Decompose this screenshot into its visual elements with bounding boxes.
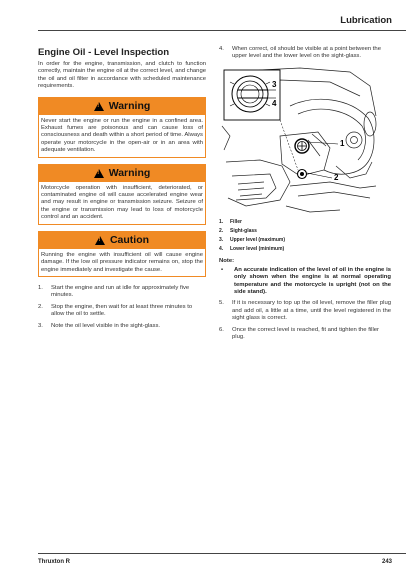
filler-plug-icon <box>295 139 309 153</box>
legend-label: Filler <box>230 218 242 225</box>
caution-header <box>39 232 205 249</box>
caution-label: Caution <box>109 234 150 247</box>
caution-text: Running the engine with insufficient oil will cause engine damage. If the low oil pressure indicator remains on, stop the engine immediately and investigate the cause. <box>41 251 203 273</box>
intro-paragraph: In order for the engine, transmission, and clutch to function correctly, maintain the engine oil at the correct level, and change the oil and oil filter in accordance with scheduled maintenance requirements. <box>38 61 206 90</box>
legend-label: Upper level (maximum) <box>230 236 286 243</box>
right-column <box>219 46 391 345</box>
note-text: An accurate indication of the level of oil in the engine is only shown when the engine is at normal operating temperature and the motorcycle is upright (not on the side stand). <box>234 266 391 296</box>
bullet-marker: • <box>221 266 224 273</box>
warning-label-2: Warning <box>108 167 151 180</box>
callout-number: 3 <box>272 79 277 89</box>
footer-divider <box>38 553 406 554</box>
step-number: 1. <box>38 284 43 291</box>
page-number: 243 <box>381 559 392 565</box>
legend-number: 4. <box>219 245 224 252</box>
step-text: If it is necessary to top up the oil level, remove the filler plug and add oil, a little at a time, until the level registered in the sight glass is correct. <box>232 300 391 322</box>
step-text: Note the oil level visible in the sight-glass. <box>51 322 161 329</box>
legend-number: 3. <box>219 236 224 243</box>
legend-number: 1. <box>219 218 224 225</box>
footer-model: Thruxton R <box>38 559 70 565</box>
list-item <box>219 246 391 252</box>
warning-label-1: Warning <box>108 100 151 113</box>
list-item <box>38 304 206 319</box>
legend-number: 2. <box>219 227 224 234</box>
warning-text-2: Motorcycle operation with insufficient, deteriorated, or contaminated engine oil will cause accelerated engine wear and may result in engine or transmission seizure. Seizure of the engine or transmission may lead to loss of motorcycle control and an accident. <box>41 184 203 221</box>
legend-label: Sight-glass <box>230 227 257 234</box>
list-item <box>219 228 391 234</box>
left-column <box>38 47 206 334</box>
step-number: 5. <box>219 300 224 307</box>
chapter-title: Lubrication <box>340 15 392 26</box>
warning-box-2 <box>38 164 206 225</box>
warning-triangle-icon: ! <box>94 102 104 111</box>
step-number: 4. <box>219 46 224 52</box>
note-heading: Note: <box>219 257 235 264</box>
warning-text-1: Never start the engine or run the engine in a confined area. Exhaust fumes are poisonous and can cause loss of consciousness and death within a short period of time. Always operate your motorcycle in the open-air or in an area with adequate ventilation. <box>41 117 203 154</box>
warning-header-2 <box>39 165 205 182</box>
callout-number: 1 <box>340 138 345 148</box>
list-item <box>219 327 391 342</box>
legend-label: Lower level (minimum) <box>230 245 285 252</box>
step-text: When correct, oil should be visible at a point between the upper level and the lower level on the sight-glass. <box>232 46 381 60</box>
caution-box <box>38 231 206 277</box>
warning-triangle-icon: ! <box>94 169 104 178</box>
warning-header-1 <box>39 98 205 115</box>
list-item <box>219 219 391 225</box>
step-number: 3. <box>38 322 43 329</box>
sight-glass-small-icon <box>298 169 307 178</box>
list-item <box>219 46 391 61</box>
callout-number: 2 <box>334 172 339 182</box>
section-title: Engine Oil - Level Inspection <box>38 47 170 58</box>
warning-box-1 <box>38 97 206 158</box>
step-number: 6. <box>219 326 224 333</box>
figure-legend <box>219 219 391 252</box>
list-item <box>219 300 391 322</box>
callout-number: 4 <box>272 98 277 108</box>
list-item <box>38 323 206 330</box>
note-bullet <box>219 267 391 297</box>
list-item <box>219 237 391 243</box>
caution-triangle-icon: ! <box>95 236 105 245</box>
engine-line-drawing <box>220 66 378 216</box>
step-text: Start the engine and run at idle for approximately five minutes. <box>51 284 190 299</box>
oil-sight-glass-illustration <box>220 66 378 216</box>
step-text: Once the correct level is reached, fit and tighten the filler plug. <box>232 326 380 341</box>
list-item <box>38 285 206 300</box>
procedure-steps-left <box>38 285 206 330</box>
header-divider <box>38 30 406 31</box>
step-text: Stop the engine, then wait for at least three minutes to allow the oil to settle. <box>51 303 193 318</box>
step-number: 2. <box>38 303 43 310</box>
